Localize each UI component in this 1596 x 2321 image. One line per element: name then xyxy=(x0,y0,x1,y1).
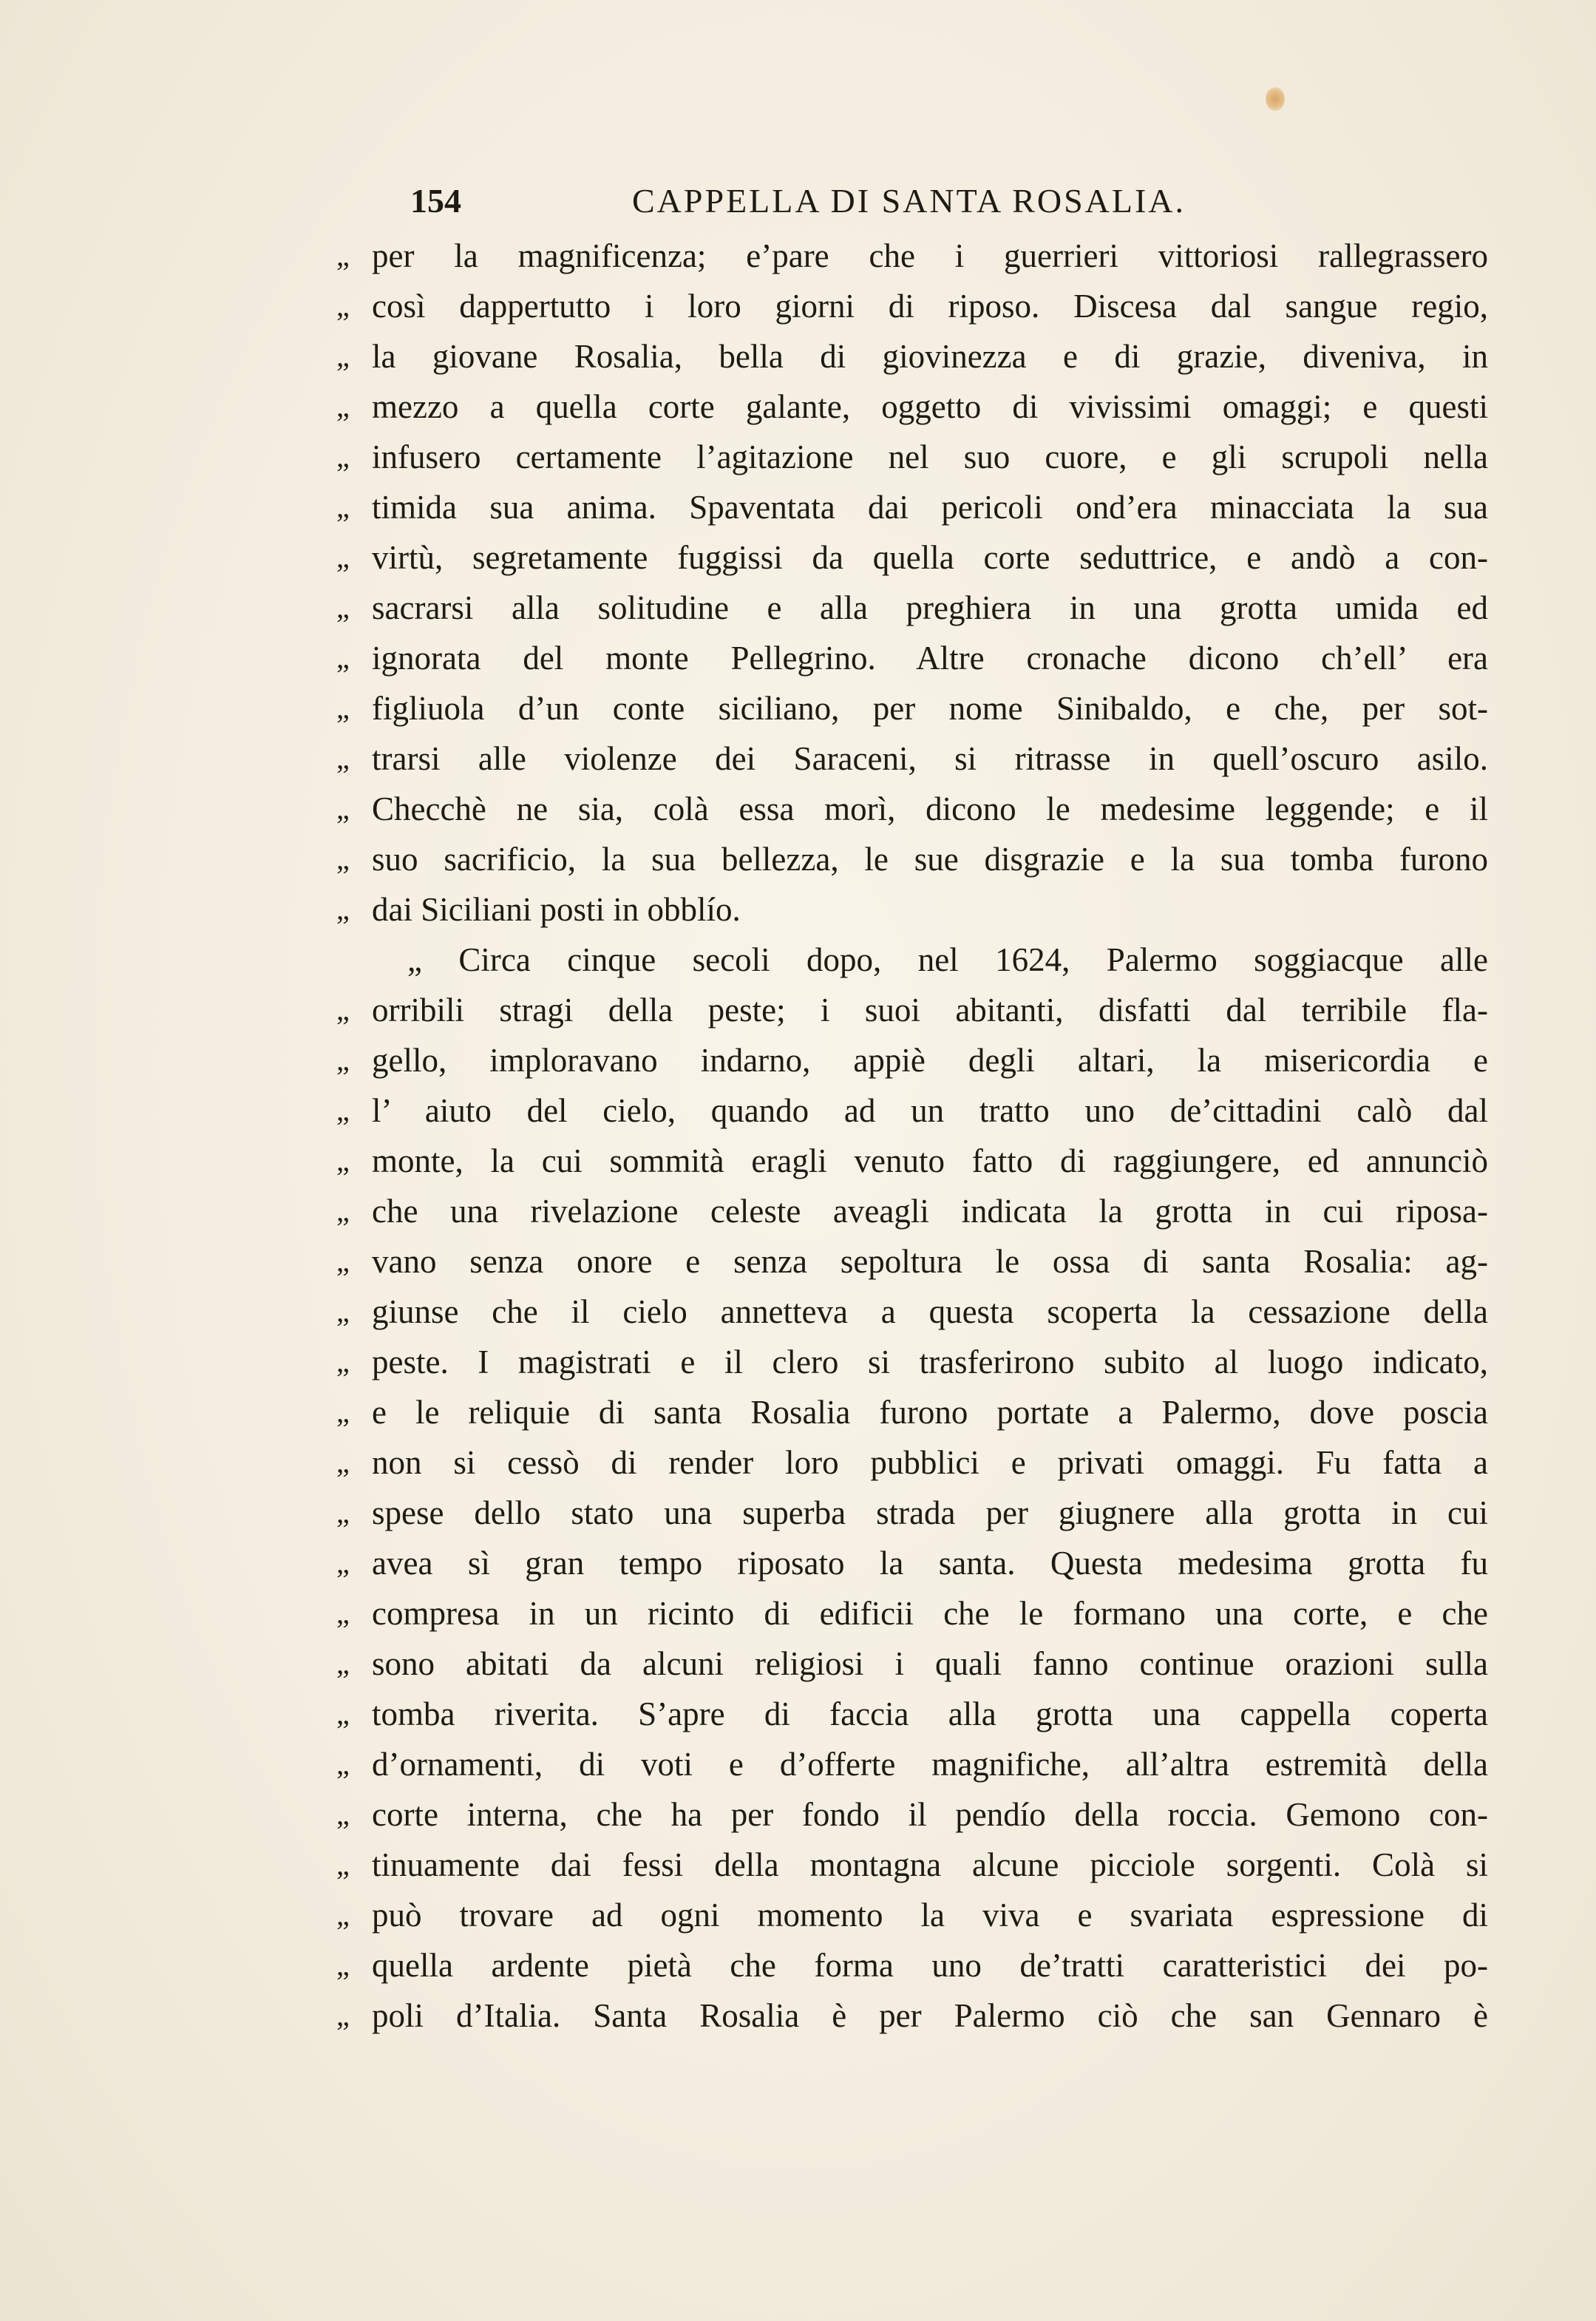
line-text: può trovare ad ogni momento la viva e svariata espressione di xyxy=(372,1897,1488,1934)
quote-mark: „ xyxy=(336,641,350,674)
quote-mark: „ xyxy=(336,1747,350,1780)
quote-mark: „ xyxy=(336,1345,350,1378)
quote-mark: „ xyxy=(336,390,350,423)
quote-mark: „ xyxy=(336,541,350,574)
text-line xyxy=(336,482,1490,532)
quote-mark: „ xyxy=(336,892,350,926)
line-text: giunse che il cielo annetteva a questa scoperta la cessazione della xyxy=(372,1293,1488,1330)
line-text: trarsi alle violenze dei Saraceni, si ritrasse in quell’oscuro asilo. xyxy=(372,740,1488,777)
page-header xyxy=(410,179,1490,223)
text-line xyxy=(336,1236,1490,1287)
quote-mark: „ xyxy=(336,289,350,322)
quote-mark: „ xyxy=(336,842,350,875)
text-line xyxy=(336,583,1490,633)
text-line xyxy=(336,935,1490,985)
line-text: sono abitati da alcuni religiosi i quali fanno continue orazioni sulla xyxy=(372,1645,1488,1682)
quote-mark: „ xyxy=(336,1094,350,1127)
text-line xyxy=(336,1035,1490,1085)
line-text: monte, la cui sommità eragli venuto fatto di raggiungere, ed annunciò xyxy=(372,1142,1488,1179)
text-line xyxy=(336,1337,1490,1387)
line-text: mezzo a quella corte galante, oggetto di vivissimi omaggi; e questi xyxy=(372,388,1488,425)
text-line xyxy=(336,231,1490,281)
text-line xyxy=(336,633,1490,683)
quote-mark: „ xyxy=(336,1596,350,1630)
text-line xyxy=(336,331,1490,382)
body-text xyxy=(336,231,1490,2041)
text-line xyxy=(336,1538,1490,1588)
quote-mark: „ xyxy=(336,440,350,473)
quote-mark: „ xyxy=(336,742,350,775)
quote-mark: „ xyxy=(336,1697,350,1730)
line-text: corte interna, che ha per fondo il pendío della roccia. Gemono con- xyxy=(372,1796,1488,1833)
text-line xyxy=(336,834,1490,884)
line-text: spese dello stato una superba strada per giugnere alla grotta in cui xyxy=(372,1494,1488,1531)
line-text: dai Siciliani posti in obblío. xyxy=(372,891,741,928)
line-text: quella ardente pietà che forma uno de’tratti caratteristici dei po- xyxy=(372,1947,1488,1984)
text-line xyxy=(336,1990,1490,2041)
line-text: per la magnificenza; e’pare che i guerrieri vittoriosi rallegrassero xyxy=(372,237,1488,274)
text-line xyxy=(336,382,1490,432)
text-line xyxy=(336,1739,1490,1789)
line-text: che una rivelazione celeste aveagli indicata la grotta in cui riposa- xyxy=(372,1193,1488,1230)
quote-mark: „ xyxy=(336,339,350,373)
line-text: virtù, segretamente fuggissi da quella corte seduttrice, e andò a con- xyxy=(372,539,1488,576)
line-text: avea sì gran tempo riposato la santa. Questa medesima grotta fu xyxy=(372,1545,1488,1582)
page-number: 154 xyxy=(410,182,461,220)
line-text: ignorata del monte Pellegrino. Altre cronache dicono ch’ell’ era xyxy=(372,640,1488,677)
line-text: non si cessò di render loro pubblici e privati omaggi. Fu fatta a xyxy=(372,1444,1488,1481)
quote-mark: „ xyxy=(336,591,350,624)
line-text: poli d’Italia. Santa Rosalia è per Palermo ciò che san Gennaro è xyxy=(372,1997,1488,2034)
text-line xyxy=(336,1136,1490,1186)
quote-mark: „ xyxy=(336,1043,350,1077)
text-line xyxy=(336,784,1490,834)
text-line xyxy=(336,1488,1490,1538)
text-line xyxy=(336,1840,1490,1890)
text-line xyxy=(336,1940,1490,1990)
paper-stain xyxy=(1266,87,1285,111)
quote-mark: „ xyxy=(336,1546,350,1579)
quote-mark: „ xyxy=(336,1295,350,1328)
text-line xyxy=(336,1287,1490,1337)
line-text: tomba riverita. S’apre di faccia alla grotta una cappella coperta xyxy=(372,1695,1488,1732)
text-line xyxy=(336,532,1490,583)
line-text: compresa in un ricinto di edificii che le formano una corte, e che xyxy=(372,1595,1488,1632)
line-text: figliuola d’un conte siciliano, per nome Sinibaldo, e che, per sot- xyxy=(372,690,1488,727)
quote-mark: „ xyxy=(336,1244,350,1278)
line-text: „ Circa cinque secoli dopo, nel 1624, Palermo soggiacque alle xyxy=(407,941,1488,978)
line-text: gello, imploravano indarno, appiè degli altari, la misericordia e xyxy=(372,1042,1488,1079)
text-line xyxy=(336,985,1490,1035)
text-line xyxy=(336,683,1490,733)
text-line xyxy=(336,1387,1490,1437)
text-line xyxy=(336,1186,1490,1236)
line-text: la giovane Rosalia, bella di giovinezza e di grazie, diveniva, in xyxy=(372,338,1488,375)
text-line xyxy=(336,1588,1490,1639)
quote-mark: „ xyxy=(336,1395,350,1429)
text-line xyxy=(336,733,1490,784)
quote-mark: „ xyxy=(336,1999,350,2032)
text-line xyxy=(336,432,1490,482)
line-text: infusero certamente l’agitazione nel suo cuore, e gli scrupoli nella xyxy=(372,438,1488,475)
text-line xyxy=(336,1437,1490,1488)
text-line xyxy=(336,1689,1490,1739)
line-text: timida sua anima. Spaventata dai pericoli ond’era minacciata la sua xyxy=(372,489,1488,526)
line-text: tinuamente dai fessi della montagna alcune picciole sorgenti. Colà si xyxy=(372,1846,1488,1883)
line-text: così dappertutto i loro giorni di riposo. Discesa dal sangue regio, xyxy=(372,288,1488,325)
line-text: d’ornamenti, di voti e d’offerte magnifiche, all’altra estremità della xyxy=(372,1746,1488,1783)
quote-mark: „ xyxy=(336,1194,350,1227)
line-text: peste. I magistrati e il clero si trasferirono subito al luogo indicato, xyxy=(372,1344,1488,1380)
quote-mark: „ xyxy=(336,490,350,524)
line-text: orribili stragi della peste; i suoi abitanti, disfatti dal terribile fla- xyxy=(372,992,1488,1029)
line-text: Checchè ne sia, colà essa morì, dicono le medesime leggende; e il xyxy=(372,790,1488,827)
quote-mark: „ xyxy=(336,1144,350,1177)
line-text: suo sacrificio, la sua bellezza, le sue disgrazie e la sua tomba furono xyxy=(372,841,1488,878)
quote-mark: „ xyxy=(336,1797,350,1831)
text-line xyxy=(336,884,1490,935)
line-text: e le reliquie di santa Rosalia furono portate a Palermo, dove poscia xyxy=(372,1394,1488,1431)
text-line xyxy=(336,281,1490,331)
text-line xyxy=(336,1639,1490,1689)
quote-mark: „ xyxy=(336,1496,350,1529)
quote-mark: „ xyxy=(336,1898,350,1931)
quote-mark: „ xyxy=(336,691,350,725)
quote-mark: „ xyxy=(336,1948,350,1982)
quote-mark: „ xyxy=(336,239,350,272)
quote-mark: „ xyxy=(336,1848,350,1881)
text-line xyxy=(336,1085,1490,1136)
running-title: CAPPELLA DI SANTA ROSALIA. xyxy=(632,182,1186,220)
line-text: vano senza onore e senza sepoltura le ossa di santa Rosalia: ag- xyxy=(372,1243,1488,1280)
line-text: sacrarsi alla solitudine e alla preghiera in una grotta umida ed xyxy=(372,589,1488,626)
quote-mark: „ xyxy=(336,792,350,825)
text-line xyxy=(336,1890,1490,1940)
text-line xyxy=(336,1789,1490,1840)
line-text: l’ aiuto del cielo, quando ad un tratto uno de’cittadini calò dal xyxy=(372,1092,1488,1129)
quote-mark: „ xyxy=(336,1647,350,1680)
quote-mark: „ xyxy=(336,993,350,1026)
quote-mark: „ xyxy=(336,1446,350,1479)
